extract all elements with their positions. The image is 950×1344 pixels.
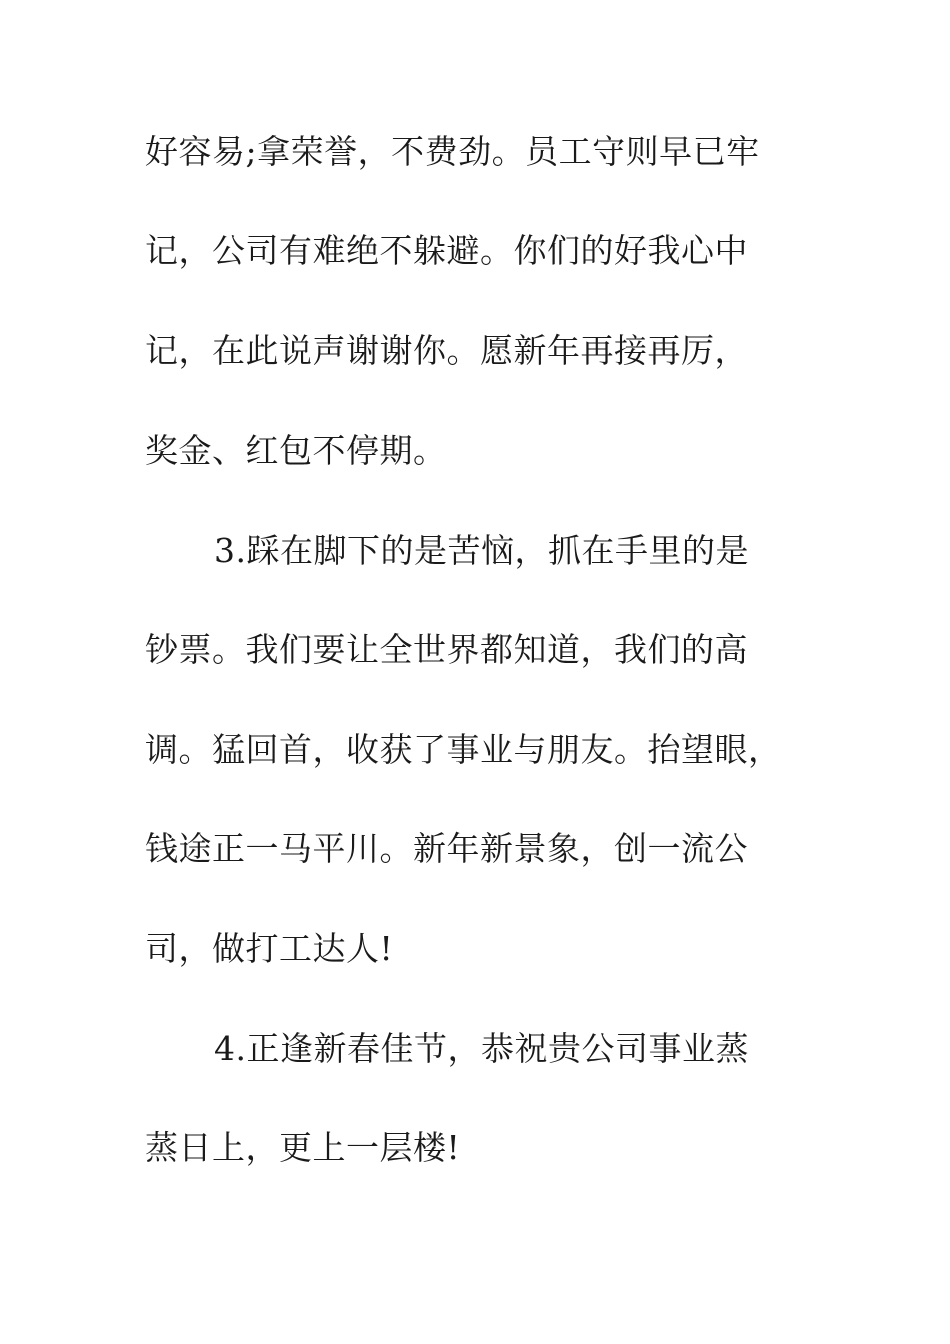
- paragraph-line: 司，做打工达人!: [145, 929, 394, 968]
- paragraph-line: 记，公司有难绝不躲避。你们的好我心中: [145, 231, 748, 270]
- paragraph-line: 钞票。我们要让全世界都知道，我们的高: [145, 630, 748, 669]
- paragraph-line: 记，在此说声谢谢你。愿新年再接再厉，: [145, 331, 748, 370]
- paragraph-line: 钱途正一马平川。新年新景象，创一流公: [145, 829, 748, 868]
- paragraph-line: 4.正逢新春佳节，恭祝贵公司事业蒸: [214, 1029, 749, 1068]
- paragraph-line: 好容易;拿荣誉，不费劲。员工守则早已牢: [145, 132, 760, 171]
- paragraph-line: 奖金、红包不停期。: [145, 431, 447, 470]
- paragraph-line: 调。猛回首，收获了事业与朋友。抬望眼，: [145, 730, 782, 769]
- paragraph-line: 3.踩在脚下的是苦恼，抓在手里的是: [214, 531, 749, 570]
- paragraph-line: 蒸日上，更上一层楼!: [145, 1128, 461, 1167]
